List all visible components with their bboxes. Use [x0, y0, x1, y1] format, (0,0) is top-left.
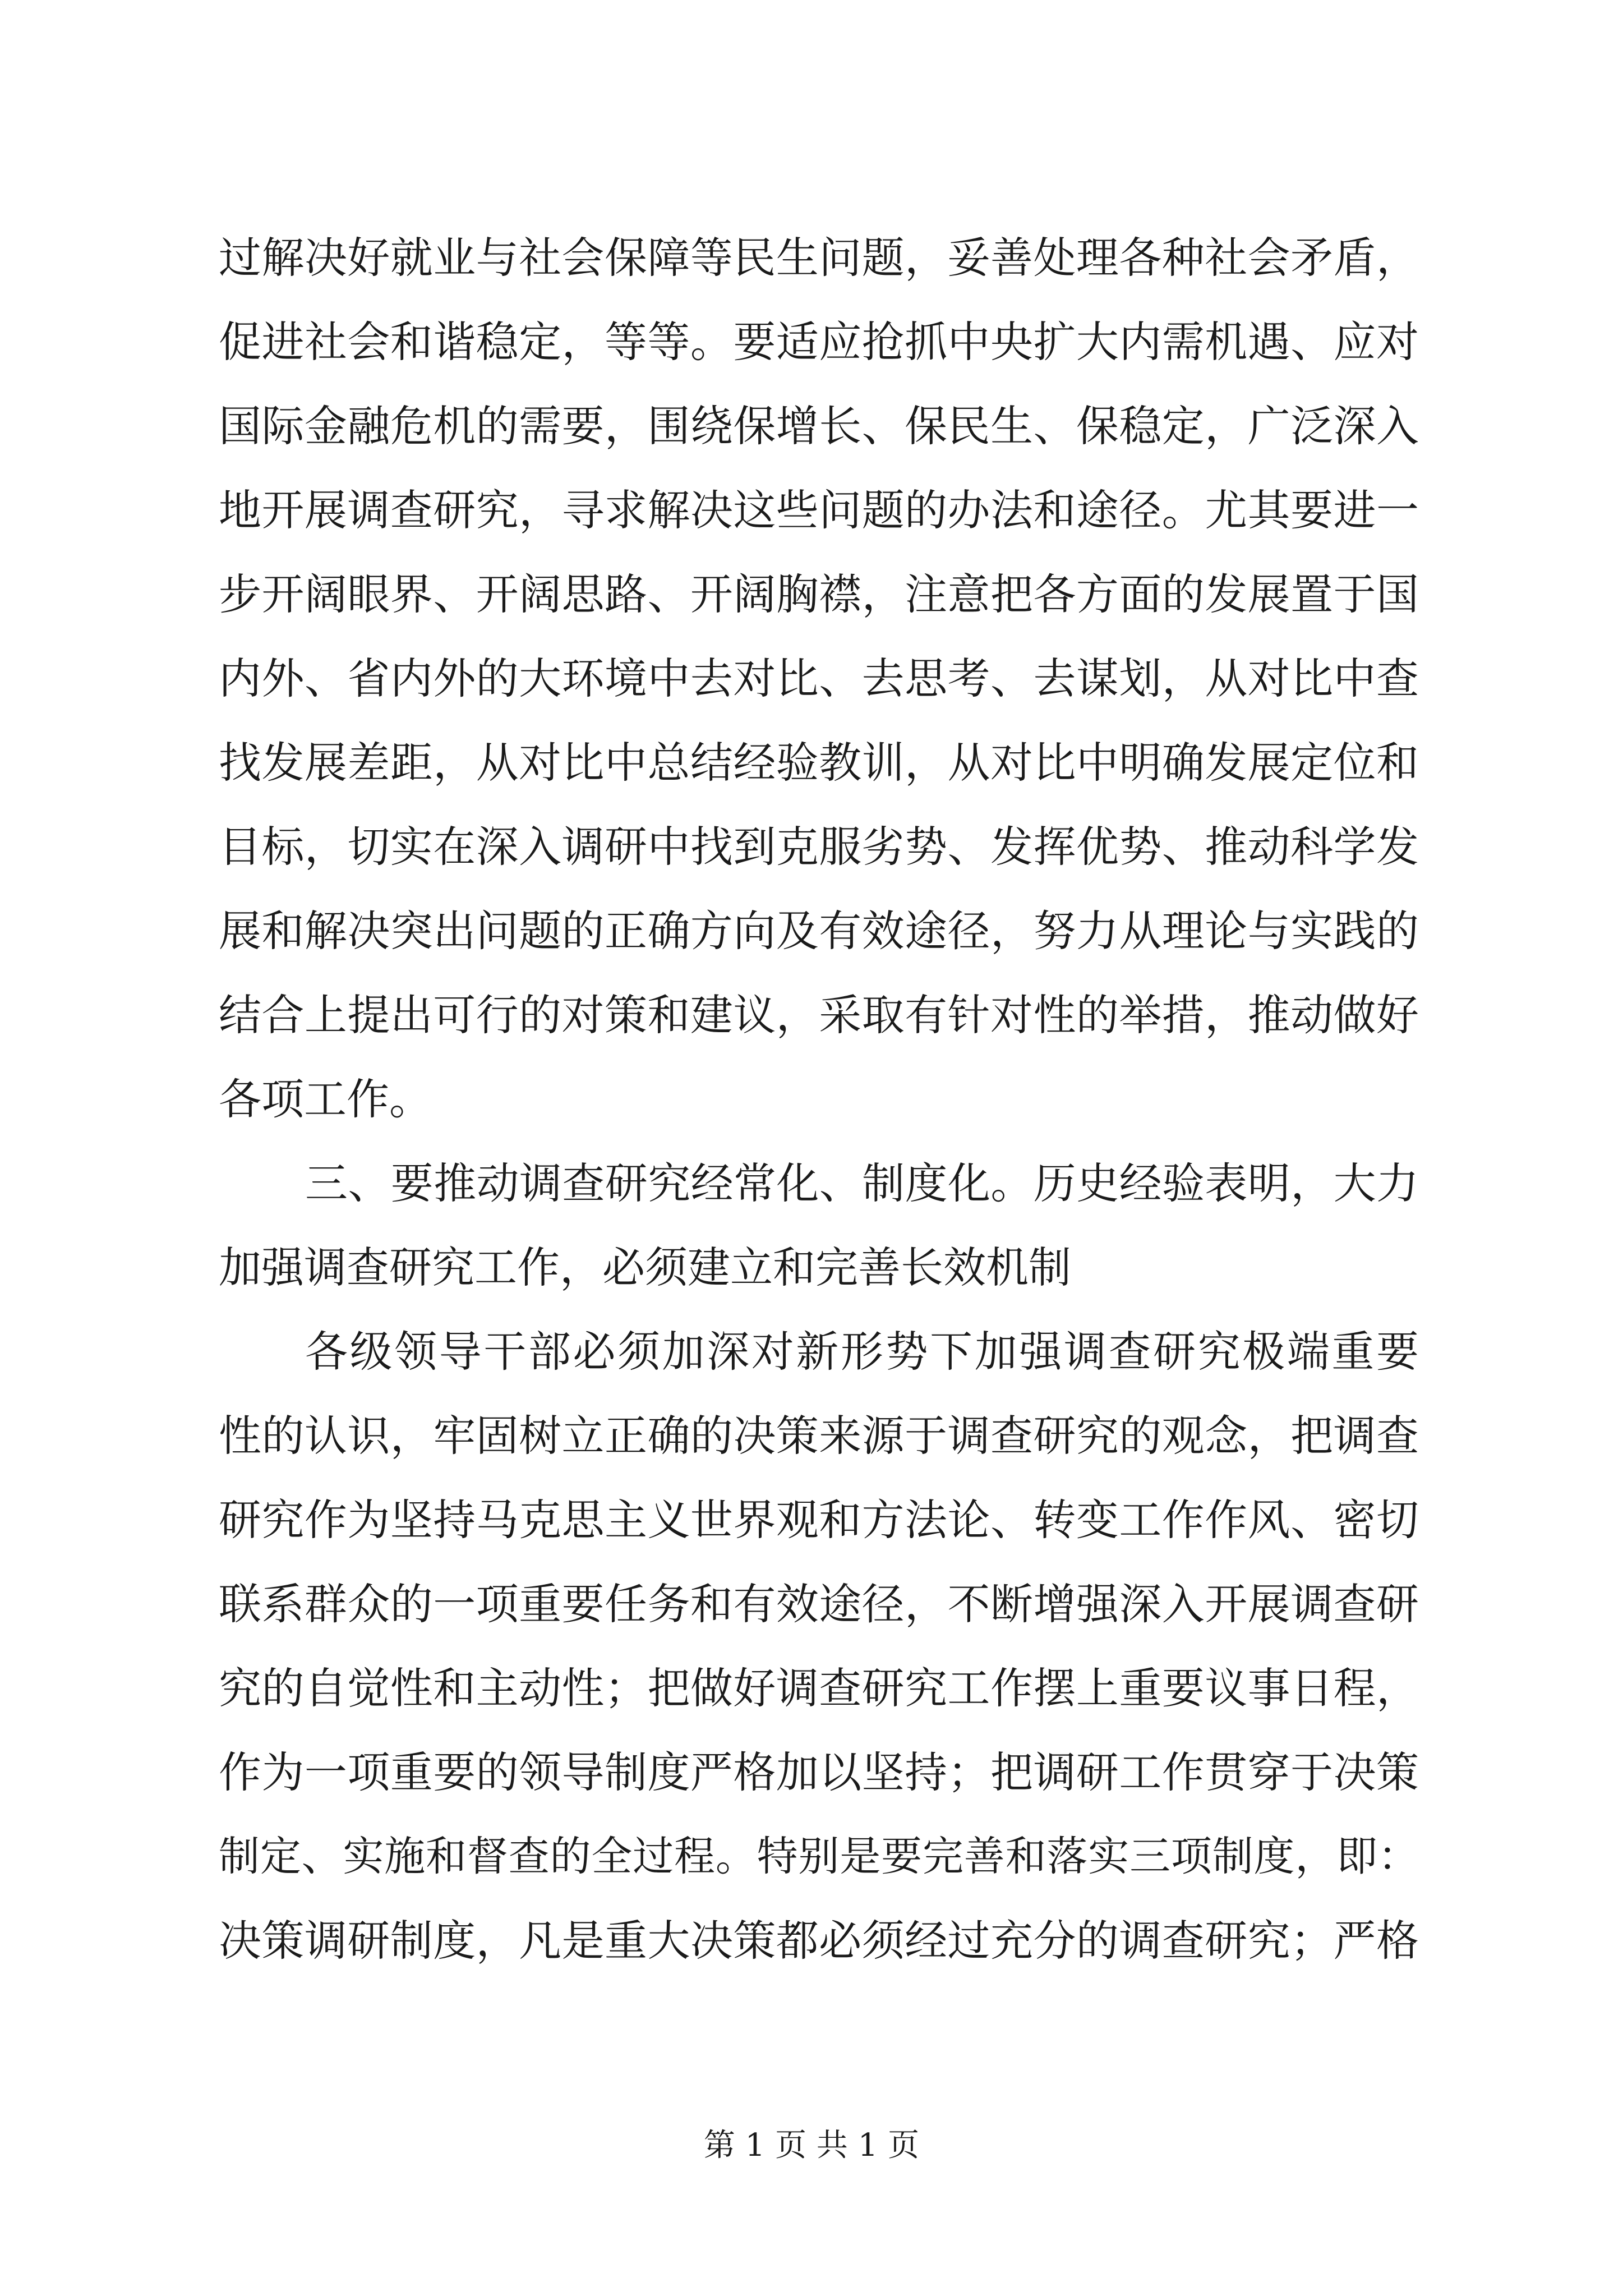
- text-line: 找发展差距，从对比中总结经验教训，从对比中明确发展定位和: [219, 738, 1419, 788]
- text-line: 展和解决突出问题的正确方向及有效途径，努力从理论与实践的: [219, 906, 1419, 956]
- paragraph-3: [219, 1310, 1419, 1983]
- text-line: 内外、省内外的大环境中去对比、去思考、去谋划，从对比中查: [219, 654, 1419, 703]
- paragraph-1: [219, 216, 1419, 1142]
- text-line: 各项工作。: [219, 1074, 432, 1124]
- text-line: 决策调研制度，凡是重大决策都必须经过充分的调查研究；严格: [219, 1916, 1419, 1966]
- page-footer: [0, 2126, 1623, 2165]
- text-line: 加强调查研究工作，必须建立和完善长效机制: [219, 1243, 1071, 1292]
- text-line: 国际金融危机的需要，围绕保增长、保民生、保稳定，广泛深入: [219, 401, 1419, 451]
- text-line: 步开阔眼界、开阔思路、开阔胸襟，注意把各方面的发展置于国: [219, 569, 1419, 619]
- text-line: 作为一项重要的领导制度严格加以坚持；把调研工作贯穿于决策: [219, 1747, 1419, 1797]
- text-line: 性的认识，牢固树立正确的决策来源于调查研究的观念，把调查: [219, 1411, 1419, 1461]
- page-number-label: 第 1 页 共 1 页: [703, 2127, 920, 2164]
- text-line: 研究作为坚持马克思主义世界观和方法论、转变工作作风、密切: [219, 1495, 1419, 1545]
- text-line: 制定、实施和督查的全过程。特别是要完善和落实三项制度，即：: [219, 1833, 1419, 1880]
- text-line: 目标，切实在深入调研中找到克服劣势、发挥优势、推动科学发: [219, 822, 1419, 872]
- text-line: 三、要推动调查研究经常化、制度化。历史经验表明，大力: [305, 1158, 1419, 1208]
- document-body: [219, 216, 1419, 1983]
- text-line: 联系群众的一项重要任务和有效途径，不断增强深入开展调查研: [219, 1579, 1419, 1629]
- text-line: 过解决好就业与社会保障等民生问题，妥善处理各种社会矛盾，: [219, 233, 1419, 283]
- text-line: 促进社会和谐稳定，等等。要适应抢抓中央扩大内需机遇、应对: [219, 317, 1419, 367]
- text-line: 究的自觉性和主动性；把做好调查研究工作摆上重要议事日程，: [219, 1663, 1419, 1713]
- text-line: 地开展调查研究，寻求解决这些问题的办法和途径。尤其要进一: [219, 485, 1419, 535]
- text-line: 结合上提出可行的对策和建议，采取有针对性的举措，推动做好: [219, 990, 1419, 1040]
- paragraph-2-section-heading: [219, 1142, 1419, 1310]
- text-line: 各级领导干部必须加深对新形势下加强调查研究极端重要: [305, 1327, 1419, 1377]
